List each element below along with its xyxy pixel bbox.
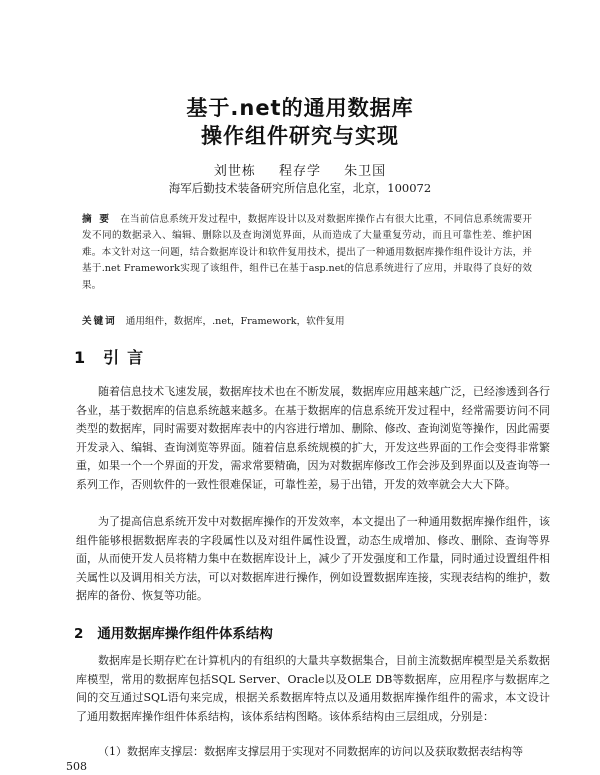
body-paragraph: 随着信息技术飞速发展，数据库技术也在不断发展，数据库应用越来越广泛，已经渗透到各行各业，基于数据库的信息系统越来越多。在基于数据库的信息系统开发过程中，经常需要访问不同类型的数据库，同时需要对数据库表中的内容进行增加、删除、修改、查询浏览等操作，因此需要开发录入、编辑、查询浏览等界面。随着信息系统规模的扩大，开发这些界面的工作会变得非常繁重，如果一个一个界面的开发，需求常要精确，因为对数据库修改工作会涉及到界面以及查询等一系列工作，否则软件的一致性很难保证，可靠性差，易于出错，开发的效率就会大大下降。 xyxy=(76,385,550,491)
author-name: 程存学 xyxy=(278,164,321,179)
body-paragraph: 为了提高信息系统开发中对数据库操作的开发效率，本文提出了一种通用数据库操作组件，该组件能够根据数据库表的字段属性以及对组件属性设置，动态生成增加、修改、删除、查询等界面，从而使开发人员将精力集中在数据库设计上，减少了开发强度和工作量，同时通过设置组件相关属性以及调用相关方法，可以对数据库进行操作，例如设置数据库连接，实现表结构的维护，数据库的备份、恢复等功能。 xyxy=(76,515,550,603)
list-item: （1）数据库支撑层：数据库支撑层用于实现对不同数据库的访问以及获取数据表结构等 xyxy=(98,745,523,758)
author-list xyxy=(0,160,600,179)
author-name: 朱卫国 xyxy=(344,164,387,179)
abstract-label: 摘 要 xyxy=(82,214,112,225)
body-paragraph: 数据库是长期存贮在计算机内的有组织的大量共享数据集合，目前主流数据库模型是关系数据库模型，常用的数据库包括SQL Server、Oracle以及OLE DB等数据库，应用程序与数据库之间的交互通过SQL语句来完成，根据关系数据库特点以及通用数据库操作组件的需求，本文设计了通用数据库操作组件体系结构，该体系结构图略。该体系结构由三层组成，分别是： xyxy=(76,654,550,723)
section-title: 引言 xyxy=(103,348,152,367)
paper-title-line-2: 操作组件研究与实现 xyxy=(201,124,399,148)
abstract-text: 在当前信息系统开发过程中，数据库设计以及对数据库操作占有很大比重，不同信息系统需要开发不同的数据录入、编辑、删除以及查询浏览界面，从而造成了大量重复劳动，而且可靠性差、维护困难。本文针对这一问题，结合数据库设计和软件复用技术，提出了一种通用数据库操作组件设计方法，并基于.net Framework实现了该组件，组件已在基于asp.net的信息系统进行了应用，并取得了良好的效果。 xyxy=(82,214,533,291)
section-title: 通用数据库操作组件体系结构 xyxy=(97,626,273,642)
keywords-text: 通用组件，数据库，.net，Framework，软件复用 xyxy=(125,316,345,327)
keywords-label: 关键词 xyxy=(82,316,117,327)
page-number: 508 xyxy=(66,760,87,773)
abstract xyxy=(82,212,532,294)
author-name: 刘世栋 xyxy=(213,164,256,179)
keywords xyxy=(82,313,532,327)
affiliation: 海军后勤技术装备研究所信息化室，北京，100072 xyxy=(168,181,432,195)
paper-title-line-1: 基于.net的通用数据库 xyxy=(186,96,414,120)
section-1-heading xyxy=(74,345,151,368)
section-number: 1 xyxy=(74,348,86,367)
section-number: 2 xyxy=(74,626,84,642)
section-2-heading xyxy=(74,622,273,642)
